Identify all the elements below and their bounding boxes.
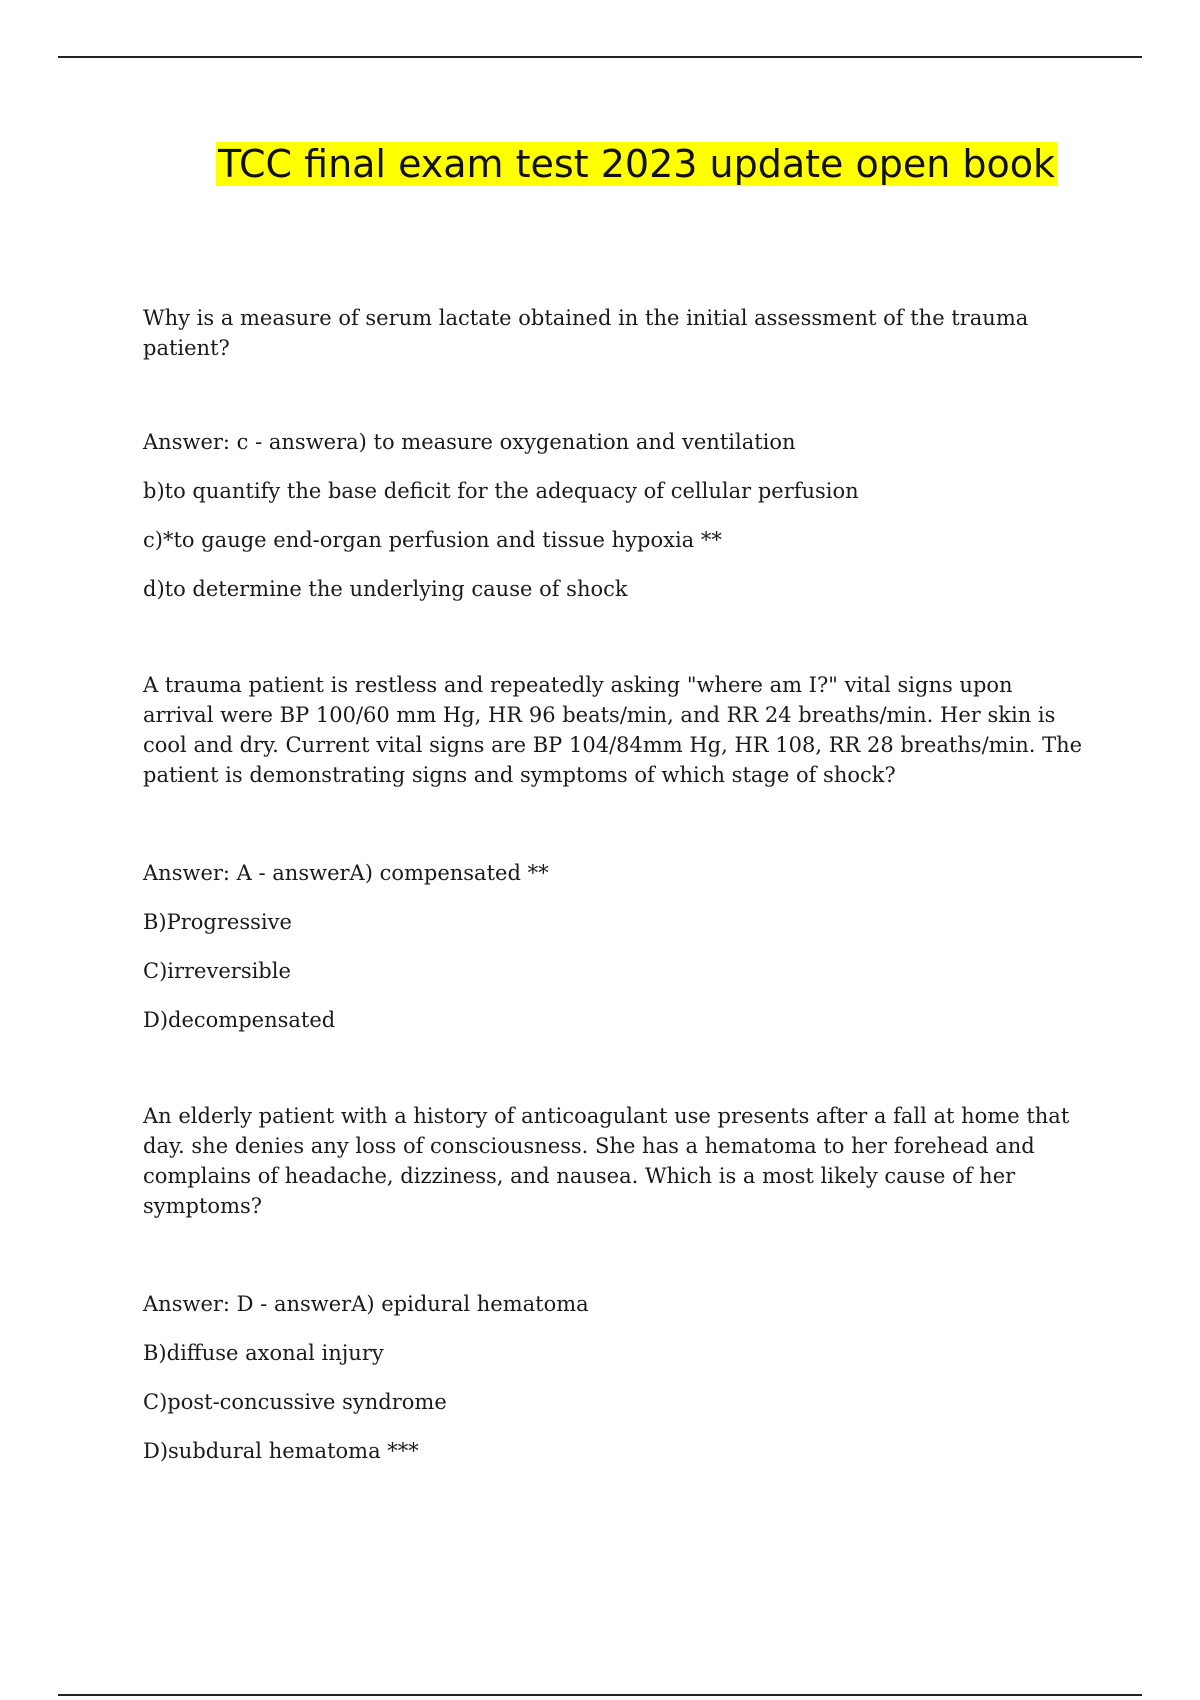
option-letter: C) [143, 1390, 168, 1414]
answer-option [143, 956, 1083, 986]
answer-option [143, 1436, 1083, 1466]
answer-option [143, 1338, 1083, 1368]
option-letter: b) [143, 479, 165, 503]
answer-line: Answer: D - answerA) epidural hematoma [143, 1292, 589, 1316]
option-text: Progressive [166, 910, 292, 934]
answer-option [143, 574, 1083, 604]
option-text: diffuse axonal injury [166, 1341, 384, 1365]
question-block-2 [143, 670, 1083, 1035]
question-block-3 [143, 1101, 1083, 1466]
answer-option [143, 1005, 1083, 1035]
document-title [216, 140, 1076, 188]
option-text: *to gauge end-organ perfusion and tissue hypoxia ** [162, 528, 722, 552]
top-rule [58, 56, 1142, 58]
answer-line: Answer: c - answera) to measure oxygenation and ventilation [143, 430, 796, 454]
question-text: An elderly patient with a history of anticoagulant use presents after a fall at home that day. she denies any loss of consciousness. She has a hematoma to her forehead and complains of headache, dizziness, and nausea. Which is a most likely cause of her symptoms? [143, 1104, 1070, 1218]
option-text: post-concussive syndrome [167, 1390, 447, 1414]
option-letter: B) [143, 910, 167, 934]
answer-line: Answer: A - answerA) compensated ** [143, 861, 549, 885]
document-body [143, 303, 1083, 1466]
option-text: to determine the underlying cause of shock [164, 577, 628, 601]
option-letter: D) [143, 1008, 169, 1032]
answer-option [143, 525, 1083, 555]
question-block-1 [143, 303, 1083, 604]
answer-option [143, 907, 1083, 937]
question-text: Why is a measure of serum lactate obtained in the initial assessment of the trauma patient? [143, 306, 1029, 360]
title-highlight: TCC final exam test 2023 update open book [218, 142, 1056, 186]
option-text: subdural hematoma *** [168, 1439, 419, 1463]
question-text: A trauma patient is restless and repeatedly asking "where am I?" vital signs upon arrival were BP 100/60 mm Hg, HR 96 beats/min, and RR 24 breaths/min. Her skin is cool and dry. Current vital signs are BP 104/84mm Hg, HR 108, RR 28 breaths/min. The patient is demonstrating signs and symptoms of which stage of shock? [143, 673, 1083, 787]
bottom-rule [58, 1694, 1142, 1696]
option-text: irreversible [167, 959, 291, 983]
option-letter: D) [143, 1439, 169, 1463]
option-text: decompensated [168, 1008, 336, 1032]
option-letter: c) [143, 528, 163, 552]
answer-option [143, 1387, 1083, 1417]
answer-option [143, 476, 1083, 506]
option-text: to quantify the base deficit for the adequacy of cellular perfusion [164, 479, 859, 503]
option-letter: C) [143, 959, 168, 983]
option-letter: B) [143, 1341, 167, 1365]
option-letter: d) [143, 577, 165, 601]
